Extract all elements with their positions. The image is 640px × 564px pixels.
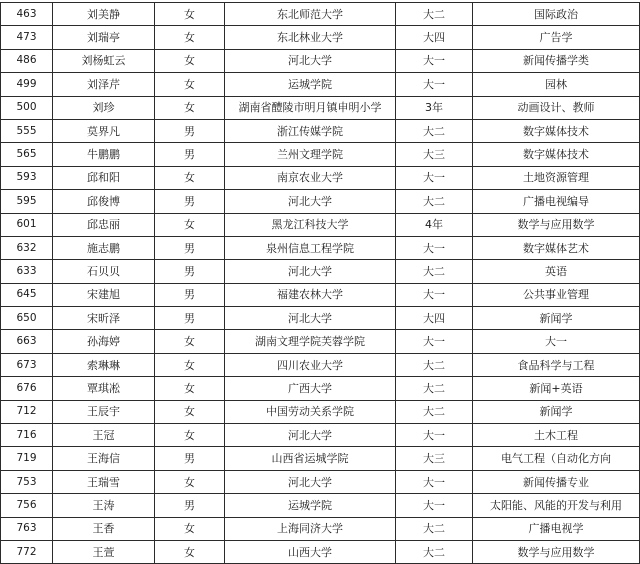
cell-school: 湖南省醴陵市明月镇申明小学 <box>225 96 396 119</box>
cell-major: 大一 <box>473 330 640 353</box>
cell-school: 运城学院 <box>225 494 396 517</box>
table-row <box>1 143 640 166</box>
cell-grade: 大三 <box>396 447 473 470</box>
cell-school: 河北大学 <box>225 260 396 283</box>
cell-major: 食品科学与工程 <box>473 353 640 376</box>
cell-name: 王海信 <box>53 447 155 470</box>
cell-number: 486 <box>1 49 53 72</box>
cell-name: 王辰宇 <box>53 400 155 423</box>
cell-number: 633 <box>1 260 53 283</box>
cell-number: 716 <box>1 424 53 447</box>
cell-school: 河北大学 <box>225 190 396 213</box>
cell-grade: 大二 <box>396 3 473 26</box>
cell-name: 宋昕泽 <box>53 307 155 330</box>
cell-gender: 女 <box>155 424 225 447</box>
cell-number: 663 <box>1 330 53 353</box>
cell-grade: 4年 <box>396 213 473 236</box>
cell-grade: 大四 <box>396 26 473 49</box>
cell-name: 刘杨虹云 <box>53 49 155 72</box>
cell-number: 499 <box>1 73 53 96</box>
cell-school: 黑龙江科技大学 <box>225 213 396 236</box>
cell-school: 福建农林大学 <box>225 283 396 306</box>
cell-number: 500 <box>1 96 53 119</box>
cell-school: 上海同济大学 <box>225 517 396 540</box>
cell-name: 邱和阳 <box>53 166 155 189</box>
cell-gender: 女 <box>155 213 225 236</box>
cell-school: 泉州信息工程学院 <box>225 236 396 259</box>
cell-gender: 女 <box>155 353 225 376</box>
cell-gender: 男 <box>155 494 225 517</box>
cell-major: 国际政治 <box>473 3 640 26</box>
cell-gender: 女 <box>155 166 225 189</box>
cell-grade: 大一 <box>396 330 473 353</box>
table-row <box>1 307 640 330</box>
table-row <box>1 517 640 540</box>
cell-school: 东北林业大学 <box>225 26 396 49</box>
cell-gender: 女 <box>155 330 225 353</box>
cell-school: 广西大学 <box>225 377 396 400</box>
cell-school: 中国劳动关系学院 <box>225 400 396 423</box>
cell-name: 莫界凡 <box>53 119 155 142</box>
cell-grade: 大二 <box>396 190 473 213</box>
cell-gender: 男 <box>155 236 225 259</box>
cell-grade: 大一 <box>396 494 473 517</box>
cell-name: 孙海婷 <box>53 330 155 353</box>
cell-number: 772 <box>1 540 53 563</box>
cell-major: 太阳能、风能的开发与利用 <box>473 494 640 517</box>
cell-name: 王萱 <box>53 540 155 563</box>
cell-name: 刘美静 <box>53 3 155 26</box>
cell-school: 四川农业大学 <box>225 353 396 376</box>
cell-number: 555 <box>1 119 53 142</box>
cell-school: 浙江传媒学院 <box>225 119 396 142</box>
cell-grade: 大二 <box>396 517 473 540</box>
table-row <box>1 260 640 283</box>
table-row <box>1 447 640 470</box>
cell-number: 756 <box>1 494 53 517</box>
cell-gender: 女 <box>155 3 225 26</box>
cell-school: 河北大学 <box>225 424 396 447</box>
cell-grade: 大一 <box>396 236 473 259</box>
cell-gender: 女 <box>155 400 225 423</box>
table-row <box>1 470 640 493</box>
cell-grade: 大二 <box>396 540 473 563</box>
cell-gender: 女 <box>155 470 225 493</box>
cell-grade: 大一 <box>396 424 473 447</box>
cell-gender: 男 <box>155 119 225 142</box>
cell-gender: 女 <box>155 96 225 119</box>
table-row <box>1 353 640 376</box>
cell-number: 593 <box>1 166 53 189</box>
table-row <box>1 424 640 447</box>
cell-grade: 大一 <box>396 470 473 493</box>
table-row <box>1 377 640 400</box>
cell-grade: 大二 <box>396 119 473 142</box>
cell-major: 数学与应用数学 <box>473 540 640 563</box>
table-row <box>1 494 640 517</box>
cell-grade: 大一 <box>396 49 473 72</box>
table-row <box>1 236 640 259</box>
cell-grade: 大一 <box>396 166 473 189</box>
cell-major: 广播电视编导 <box>473 190 640 213</box>
cell-major: 土木工程 <box>473 424 640 447</box>
cell-major: 广告学 <box>473 26 640 49</box>
cell-gender: 男 <box>155 447 225 470</box>
cell-major: 公共事业管理 <box>473 283 640 306</box>
cell-school: 山西大学 <box>225 540 396 563</box>
cell-school: 河北大学 <box>225 49 396 72</box>
cell-major: 土地资源管理 <box>473 166 640 189</box>
cell-major: 广播电视学 <box>473 517 640 540</box>
cell-school: 河北大学 <box>225 470 396 493</box>
cell-grade: 大一 <box>396 283 473 306</box>
cell-school: 运城学院 <box>225 73 396 96</box>
cell-major: 新闻学 <box>473 400 640 423</box>
table-row <box>1 213 640 236</box>
table-row <box>1 3 640 26</box>
cell-major: 新闻传播学类 <box>473 49 640 72</box>
cell-number: 763 <box>1 517 53 540</box>
cell-name: 索琳琳 <box>53 353 155 376</box>
cell-school: 河北大学 <box>225 307 396 330</box>
cell-grade: 大二 <box>396 353 473 376</box>
cell-major: 电气工程（自动化方向 <box>473 447 640 470</box>
cell-major: 新闻+英语 <box>473 377 640 400</box>
cell-number: 753 <box>1 470 53 493</box>
table-row <box>1 330 640 353</box>
cell-major: 动画设计、教师 <box>473 96 640 119</box>
cell-name: 王香 <box>53 517 155 540</box>
table-row <box>1 26 640 49</box>
cell-name: 邱俊博 <box>53 190 155 213</box>
cell-grade: 大三 <box>396 143 473 166</box>
cell-number: 712 <box>1 400 53 423</box>
table-row <box>1 73 640 96</box>
cell-number: 673 <box>1 353 53 376</box>
cell-school: 南京农业大学 <box>225 166 396 189</box>
cell-name: 牛鹏鹏 <box>53 143 155 166</box>
cell-grade: 大四 <box>396 307 473 330</box>
table-row <box>1 283 640 306</box>
cell-name: 王瑞雪 <box>53 470 155 493</box>
cell-gender: 男 <box>155 190 225 213</box>
table-row <box>1 119 640 142</box>
cell-major: 数字媒体技术 <box>473 143 640 166</box>
cell-gender: 女 <box>155 377 225 400</box>
cell-name: 宋建旭 <box>53 283 155 306</box>
cell-school: 兰州文理学院 <box>225 143 396 166</box>
cell-major: 数字媒体艺术 <box>473 236 640 259</box>
cell-name: 王涛 <box>53 494 155 517</box>
cell-major: 园林 <box>473 73 640 96</box>
cell-number: 601 <box>1 213 53 236</box>
roster-table <box>0 2 640 564</box>
cell-name: 施志鹏 <box>53 236 155 259</box>
cell-name: 刘珍 <box>53 96 155 119</box>
cell-major: 英语 <box>473 260 640 283</box>
cell-name: 刘瑞亭 <box>53 26 155 49</box>
cell-grade: 3年 <box>396 96 473 119</box>
cell-name: 刘泽芹 <box>53 73 155 96</box>
cell-number: 565 <box>1 143 53 166</box>
cell-school: 东北师范大学 <box>225 3 396 26</box>
table-row <box>1 96 640 119</box>
cell-school: 湖南文理学院芙蓉学院 <box>225 330 396 353</box>
cell-grade: 大一 <box>396 73 473 96</box>
cell-gender: 女 <box>155 49 225 72</box>
cell-number: 473 <box>1 26 53 49</box>
cell-number: 676 <box>1 377 53 400</box>
cell-school: 山西省运城学院 <box>225 447 396 470</box>
cell-number: 463 <box>1 3 53 26</box>
roster-body <box>1 3 640 564</box>
cell-number: 632 <box>1 236 53 259</box>
table-row <box>1 166 640 189</box>
table-row <box>1 540 640 563</box>
cell-name: 石贝贝 <box>53 260 155 283</box>
cell-gender: 女 <box>155 517 225 540</box>
cell-number: 719 <box>1 447 53 470</box>
cell-number: 650 <box>1 307 53 330</box>
cell-gender: 女 <box>155 73 225 96</box>
cell-major: 数学与应用数学 <box>473 213 640 236</box>
cell-gender: 男 <box>155 283 225 306</box>
cell-gender: 女 <box>155 26 225 49</box>
cell-number: 645 <box>1 283 53 306</box>
table-row <box>1 190 640 213</box>
cell-gender: 男 <box>155 260 225 283</box>
table-row <box>1 400 640 423</box>
cell-number: 595 <box>1 190 53 213</box>
table-row <box>1 49 640 72</box>
cell-major: 新闻传播专业 <box>473 470 640 493</box>
cell-major: 新闻学 <box>473 307 640 330</box>
cell-gender: 男 <box>155 143 225 166</box>
cell-grade: 大二 <box>396 377 473 400</box>
cell-gender: 男 <box>155 307 225 330</box>
cell-grade: 大二 <box>396 400 473 423</box>
cell-gender: 女 <box>155 540 225 563</box>
cell-grade: 大二 <box>396 260 473 283</box>
cell-name: 覃琪凇 <box>53 377 155 400</box>
cell-name: 邱忠丽 <box>53 213 155 236</box>
cell-major: 数字媒体技术 <box>473 119 640 142</box>
cell-name: 王冠 <box>53 424 155 447</box>
